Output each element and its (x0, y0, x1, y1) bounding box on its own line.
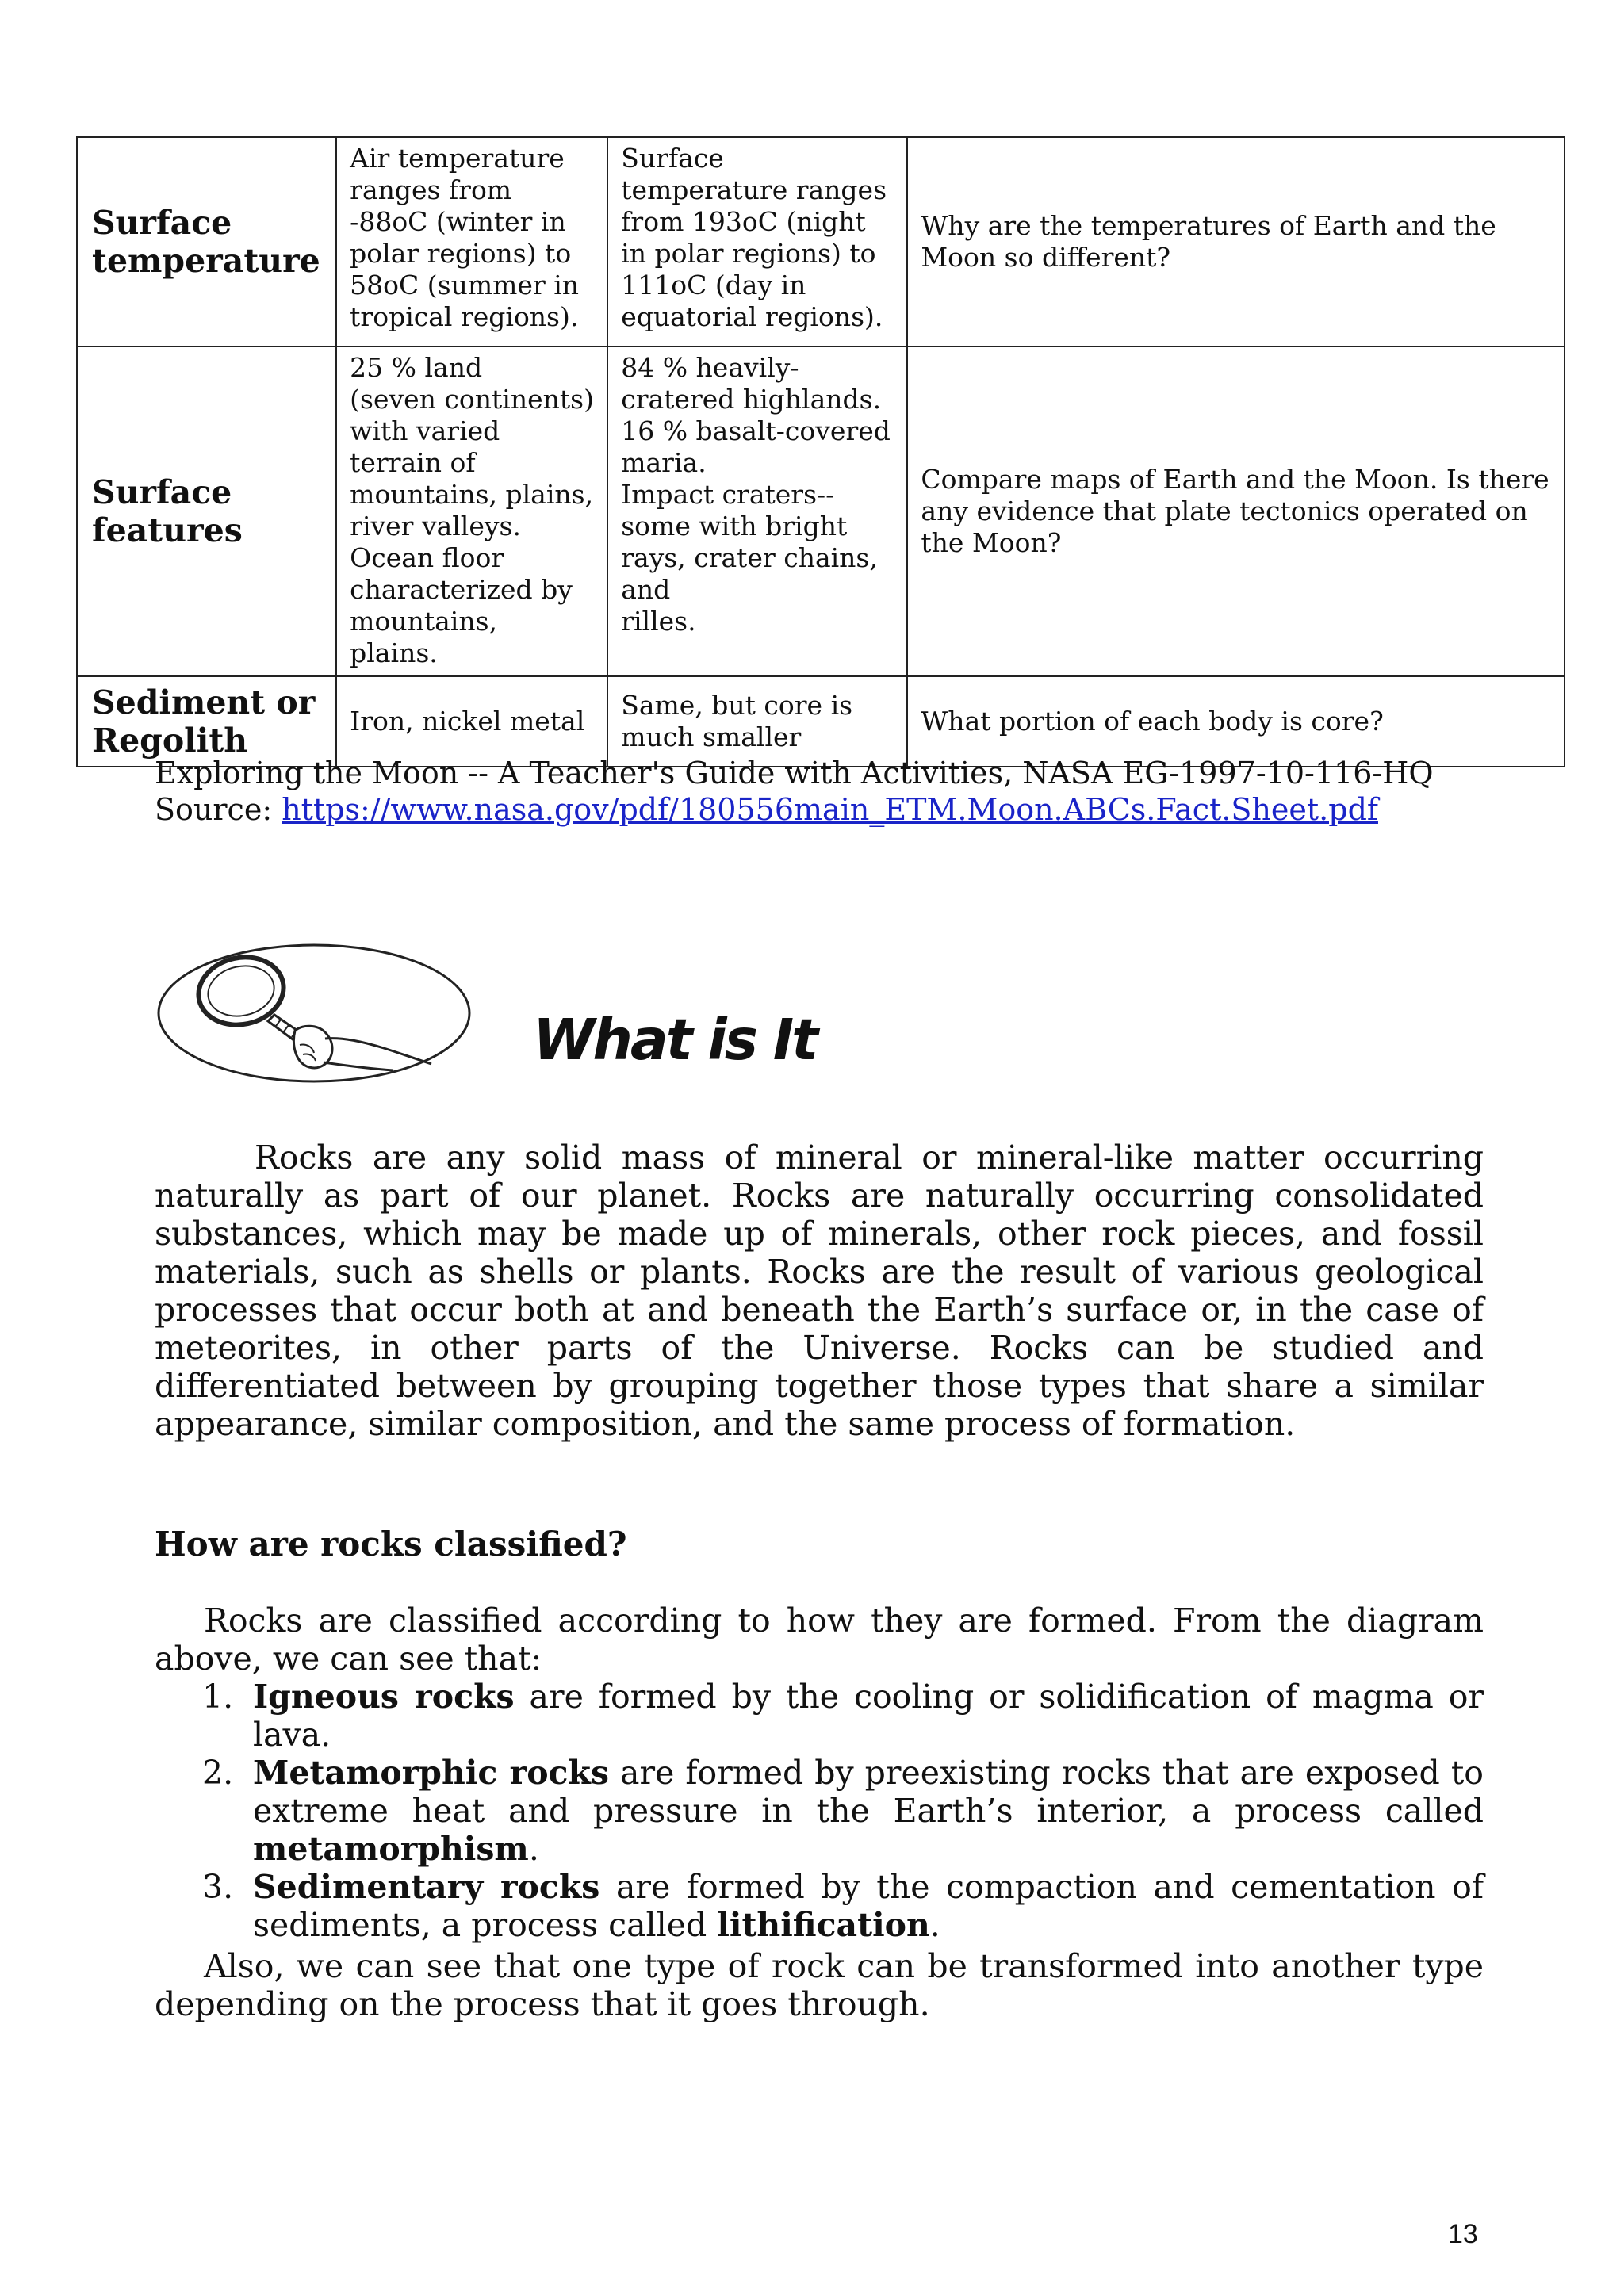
section-title: What is It (533, 1007, 817, 1073)
intro-paragraph: Rocks are any solid mass of mineral or mineral-like matter occurring naturally as part of our planet. Rocks are naturally occurring consolidated substances, which may be made up of minerals, other rock pieces, and fossil materials, such as shells or plants. Rocks are the result of various geological processes that occur both at and beneath the Earth’s surface or, in the case of meteorites, in other parts of the Universe. Rocks can be studied and differentiated between by grouping together those types that share a similar appearance, similar composition, and the same process of formation. (155, 1138, 1484, 1443)
moon-cell: Same, but core is much smaller (607, 676, 907, 767)
term: Sedimentary rocks (253, 1868, 600, 1906)
question-cell: Compare maps of Earth and the Moon. Is there any evidence that plate tectonics operated on the Moon? (907, 346, 1565, 676)
earth-moon-comparison-table (76, 136, 1565, 767)
question-cell: What portion of each body is core? (907, 676, 1565, 767)
row-label: Surface temperature (77, 137, 336, 346)
list-text: are formed by preexisting rocks that are exposed to extreme heat and pressure in the Earth’s interior, a process called (253, 1754, 1484, 1830)
question-cell: Why are the temperatures of Earth and the Moon so different? (907, 137, 1565, 346)
earth-cell: Air temperature ranges from -88oC (winter in polar regions) to 58oC (summer in tropical regions). (336, 137, 607, 346)
list-text: are formed by the compaction and cementation of sediments, a process called (253, 1868, 1484, 1944)
moon-cell: 84 % heavily-cratered highlands. 16 % basalt-covered maria. Impact craters--some with bright rays, crater chains, and rilles. (607, 346, 907, 676)
table-row (77, 137, 1565, 346)
rock-types-list (155, 1678, 1484, 1944)
table-row (77, 676, 1565, 767)
list-item (155, 1678, 1484, 1754)
magnifying-glass-icon (155, 942, 473, 1085)
term: metamorphism (253, 1830, 529, 1868)
source-label: Source: (155, 792, 282, 827)
source-line (155, 791, 1378, 828)
earth-cell: Iron, nickel metal (336, 676, 607, 767)
list-number: 3. (202, 1868, 234, 1906)
list-text: are formed by the cooling or solidification of magma or lava. (253, 1678, 1484, 1754)
table-row (77, 346, 1565, 676)
classification-lead: Rocks are classified according to how they are formed. From the diagram above, we can see that: (155, 1601, 1484, 1678)
list-end: . (528, 1830, 539, 1868)
row-label: Sediment or Regolith (77, 676, 336, 767)
page-number: 13 (1448, 2219, 1478, 2249)
source-link[interactable]: https://www.nasa.gov/pdf/180556main_ETM.Moon.ABCs.Fact.Sheet.pdf (282, 792, 1378, 827)
list-end: . (929, 1906, 940, 1944)
list-number: 1. (202, 1678, 234, 1716)
closing-paragraph: Also, we can see that one type of rock can be transformed into another type depending on the process that it goes through. (155, 1947, 1484, 2023)
list-item (155, 1754, 1484, 1868)
row-label: Surface features (77, 346, 336, 676)
term: Igneous rocks (253, 1678, 515, 1716)
term: Metamorphic rocks (253, 1754, 609, 1792)
earth-cell: 25 % land (seven continents) with varied terrain of mountains, plains, river valleys. Ocean floor characterized by mountains, plains. (336, 346, 607, 676)
term: lithification (717, 1906, 930, 1944)
list-number: 2. (202, 1754, 234, 1792)
source-citation: Exploring the Moon -- A Teacher's Guide with Activities, NASA EG-1997-10-116-HQ (155, 756, 1434, 790)
list-item (155, 1868, 1484, 1944)
classification-heading: How are rocks classified? (155, 1525, 627, 1563)
moon-cell: Surface temperature ranges from 193oC (night in polar regions) to 111oC (day in equatorial regions). (607, 137, 907, 346)
